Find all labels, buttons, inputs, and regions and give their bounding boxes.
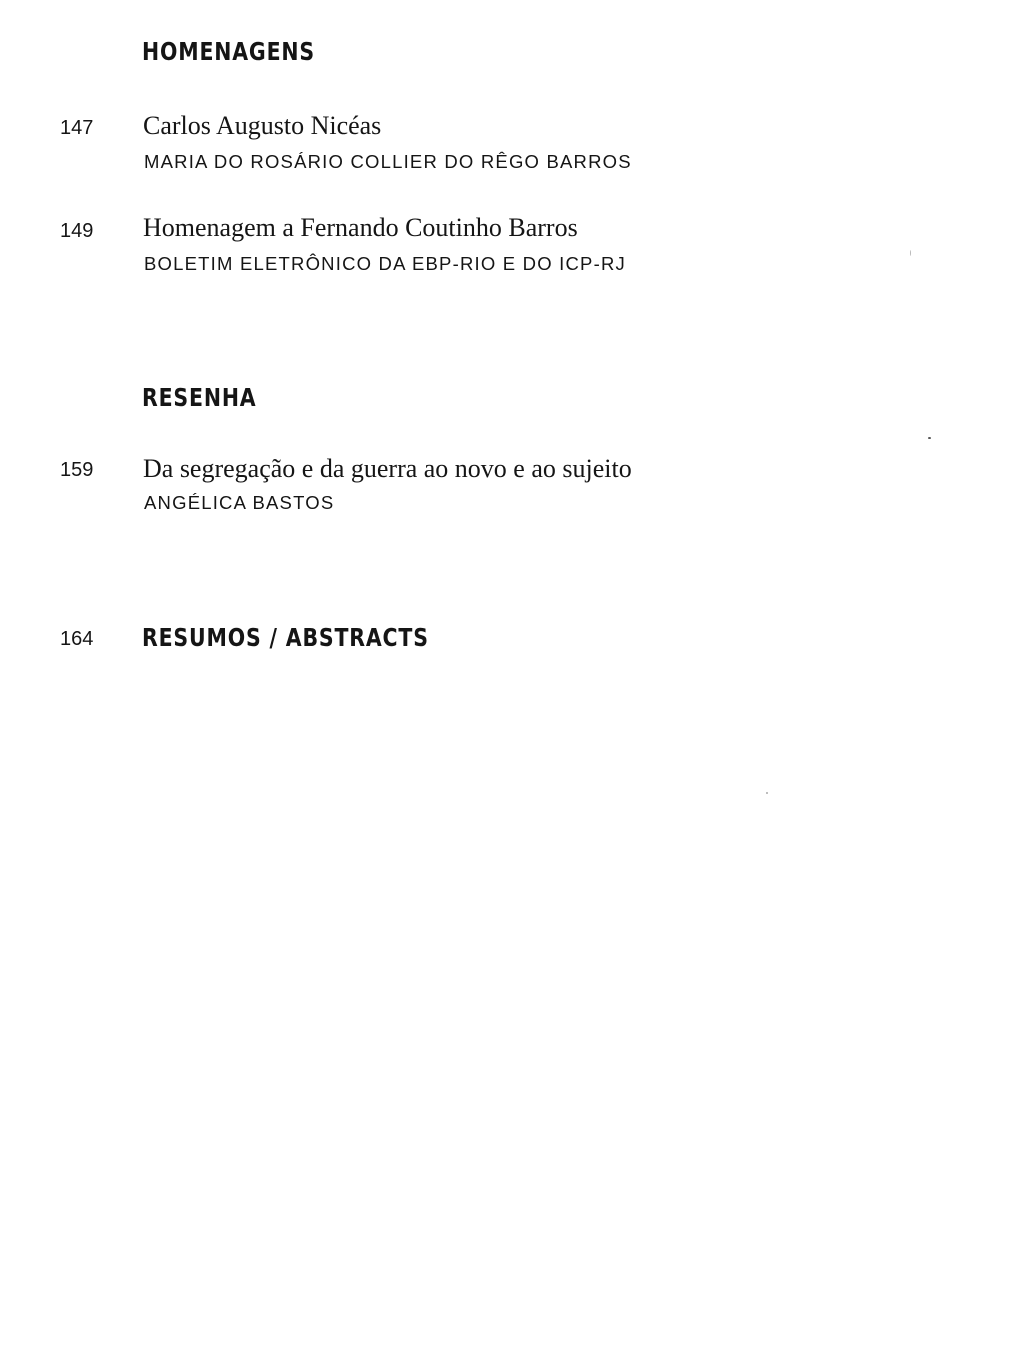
section-heading-resumos-abstracts: RESUMOS / ABSTRACTS <box>142 623 429 652</box>
entry-author: BOLETIM ELETRÔNICO DA EBP-RIO E DO ICP-RJ <box>144 253 626 274</box>
section-heading-homenagens: HOMENAGENS <box>142 37 315 66</box>
entry-title: Da segregação e da guerra ao novo e ao sujeito <box>143 454 632 483</box>
page-number: 147 <box>60 117 94 139</box>
entry-title: Homenagem a Fernando Coutinho Barros <box>143 213 578 242</box>
page-number: 149 <box>60 220 94 242</box>
entry-author: MARIA DO ROSÁRIO COLLIER DO RÊGO BARROS <box>144 151 632 172</box>
entry-title: Carlos Augusto Nicéas <box>143 111 382 140</box>
scan-speck <box>928 437 931 439</box>
entry-author: ANGÉLICA BASTOS <box>144 492 335 513</box>
page-number: 159 <box>60 459 94 481</box>
section-heading-resenha: RESENHA <box>142 383 257 412</box>
scan-speck <box>910 250 911 256</box>
scan-speck <box>766 792 768 794</box>
page-number: 164 <box>60 628 94 650</box>
